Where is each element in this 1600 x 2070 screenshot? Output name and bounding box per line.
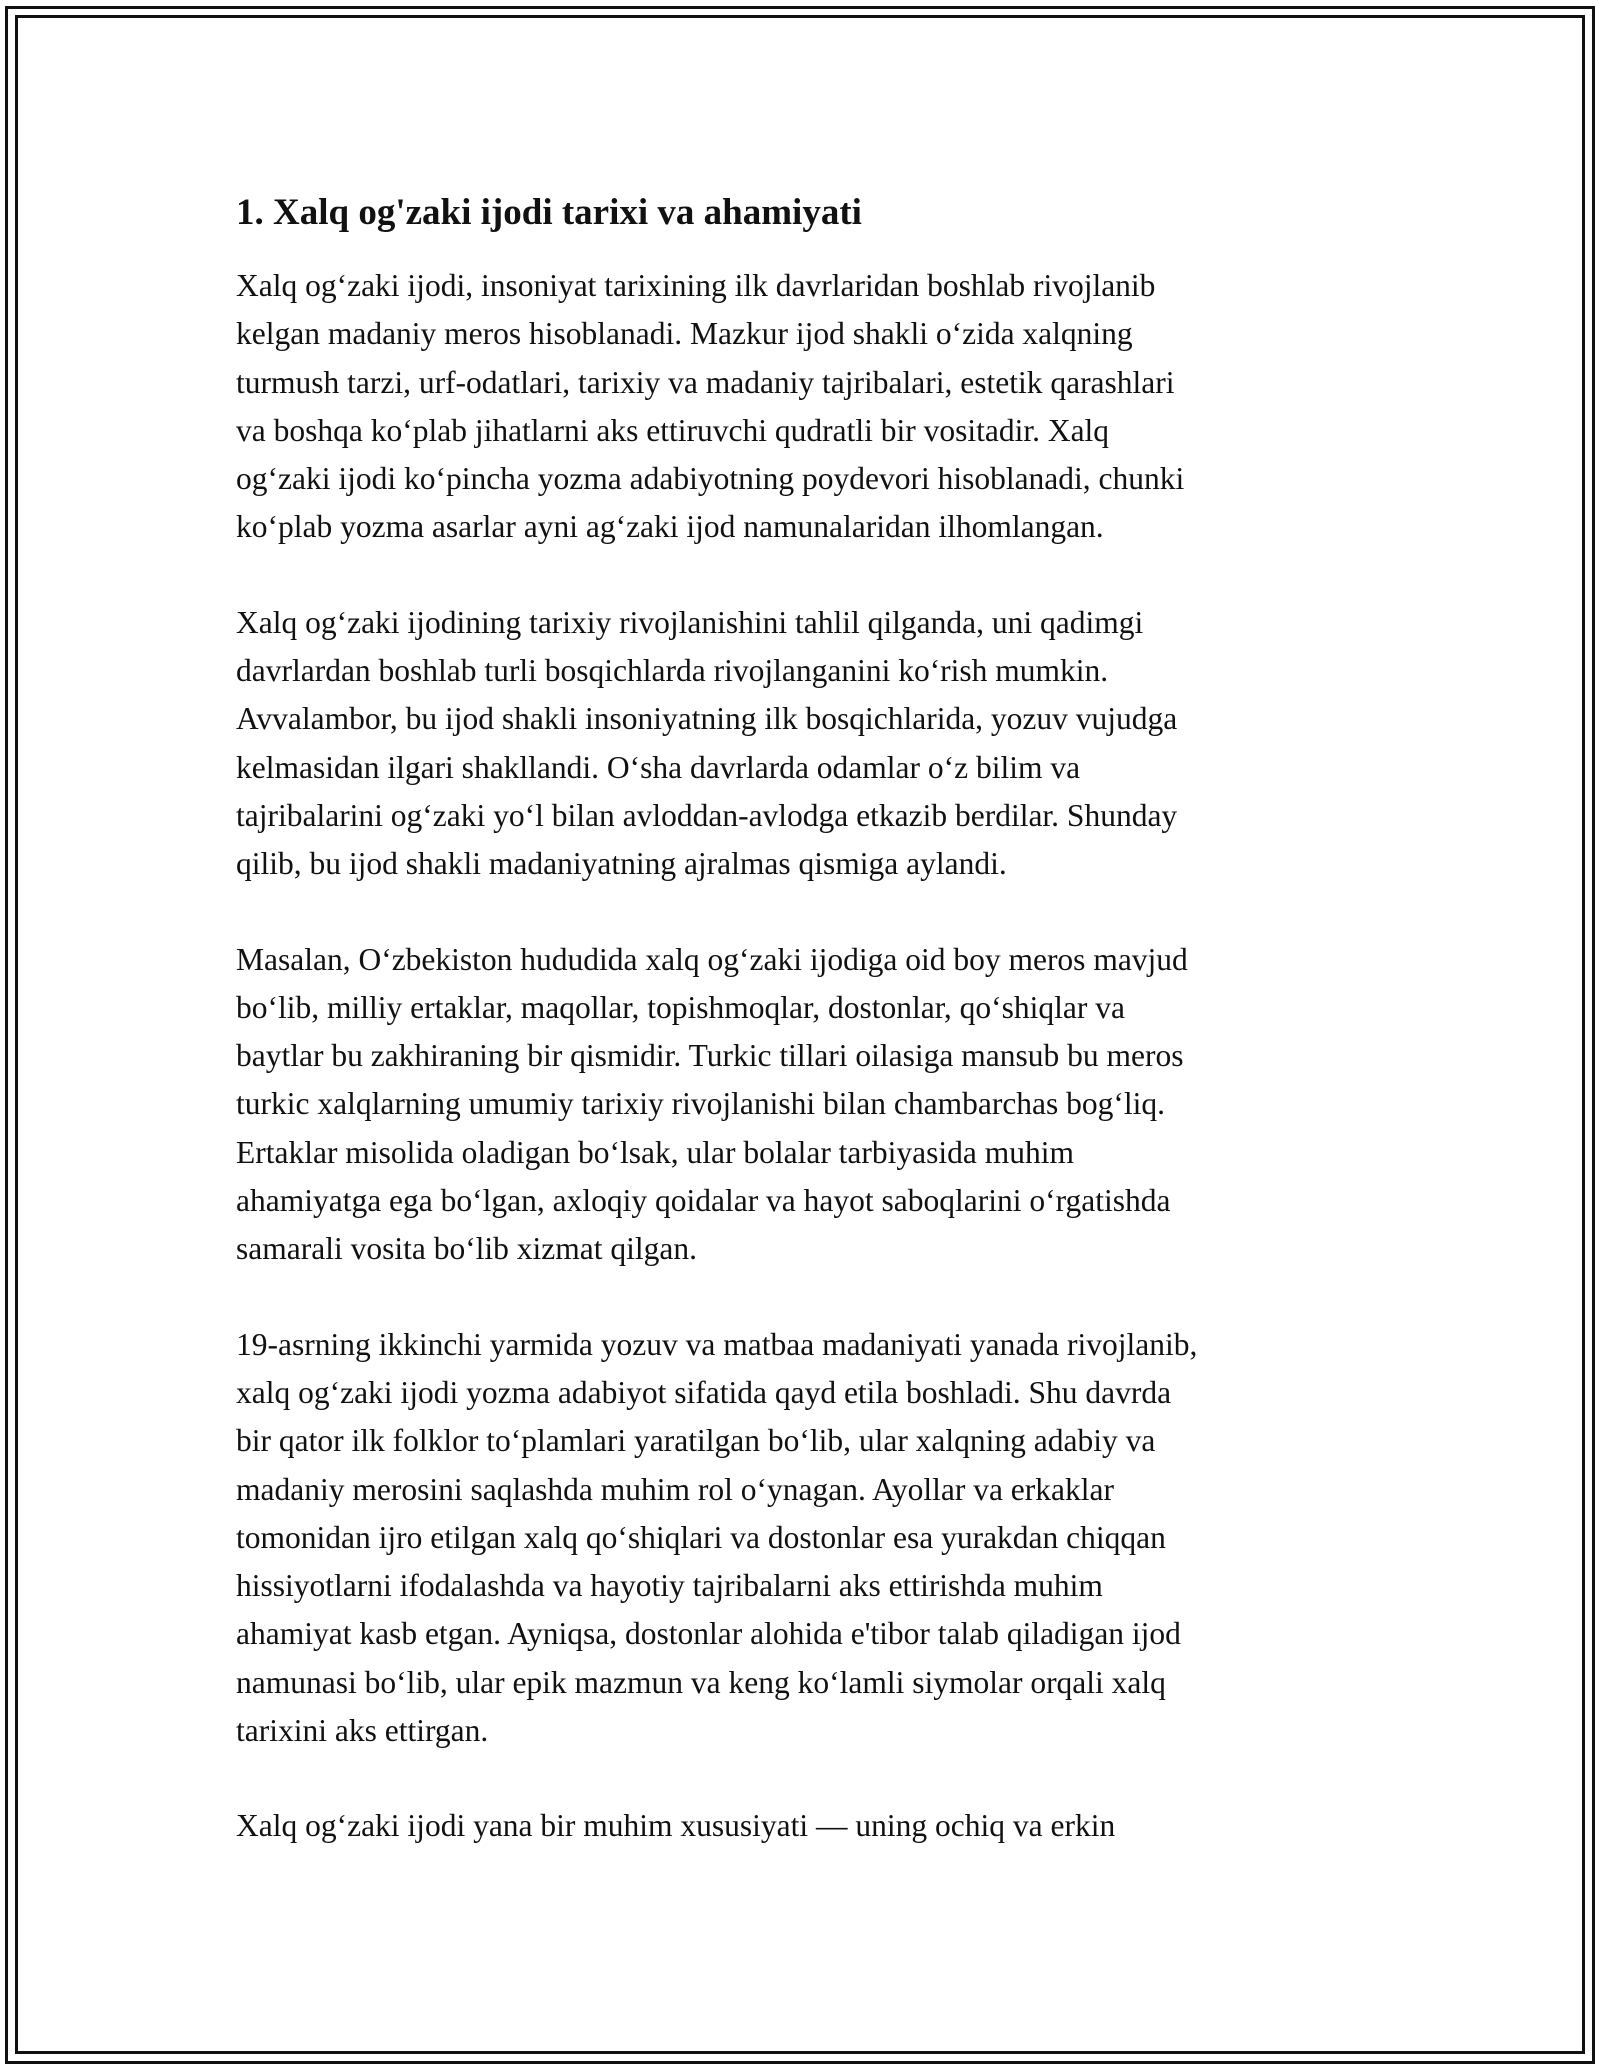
text-line: Xalq og‘zaki ijodi, insoniyat tarixining ilk davrlaridan boshlab rivojlanib (236, 268, 1156, 303)
text-line: turmush tarzi, urf-odatlari, tarixiy va madaniy tajribalari, estetik qarashlari (236, 364, 1175, 400)
text-line: Xalq og‘zaki ijodining tarixiy rivojlanishini tahlil qilganda, uni qadimgi (236, 604, 1144, 640)
text-line: madaniy merosini saqlashda muhim rol o‘ynagan. Ayollar va erkaklar (236, 1471, 1114, 1507)
text-line: baytlar bu zakhiraning bir qismidir. Turkic tillari oilasiga mansub bu meros (236, 1038, 1184, 1074)
text-line: hissiyotlarni ifodalashda va hayotiy tajribalarni aks ettirishda muhim (236, 1568, 1103, 1604)
text-line: va boshqa ko‘plab jihatlarni aks ettiruvchi qudratli bir vositadir. Xalq (236, 412, 1110, 448)
text-line: bir qator ilk folklor to‘plamlari yaratilgan bo‘lib, ular xalqning adabiy va (236, 1423, 1156, 1459)
text-line: turkic xalqlarning umumiy tarixiy rivojlanishi bilan chambarchas bog‘liq. (236, 1086, 1166, 1122)
text-line: tomonidan ijro etilgan xalq qo‘shiqlari va dostonlar esa yurakdan chiqqan (236, 1519, 1166, 1555)
text-line: kelmasidan ilgari shakllandi. O‘sha davrlarda odamlar o‘z bilim va (236, 749, 1081, 785)
section-heading: 1. Xalq og'zaki ijodi tarixi va ahamiyati (236, 192, 862, 233)
text-line: xalq og‘zaki ijodi yozma adabiyot sifatida qayd etila boshladi. Shu davrda (236, 1374, 1172, 1410)
text-line: davrlardan boshlab turli bosqichlarda rivojlanganini ko‘rish mumkin. (236, 653, 1109, 689)
text-line: tajribalarini og‘zaki yo‘l bilan avloddan-avlodga etkazib berdilar. Shunday (236, 797, 1178, 833)
text-line: tarixini aks ettirgan. (236, 1713, 489, 1749)
text-line: namunasi bo‘lib, ular epik mazmun va keng ko‘lamli siymolar orqali xalq (236, 1664, 1166, 1700)
text-line: qilib, bu ijod shakli madaniyatning ajralmas qismiga aylandi. (236, 846, 1007, 882)
text-line: ahamiyatga ega bo‘lgan, axloqiy qoidalar va hayot saboqlarini o‘rgatishda (236, 1183, 1171, 1219)
paragraph-4 (236, 1321, 1366, 1756)
text-line: kelgan madaniy meros hisoblanadi. Mazkur ijod shakli o‘zida xalqning (236, 316, 1133, 352)
text-line: og‘zaki ijodi ko‘pincha yozma adabiyotning poydevori hisoblanadi, chunki (236, 461, 1185, 497)
text-line: ahamiyat kasb etgan. Ayniqsa, dostonlar alohida e'tibor talab qiladigan ijod (236, 1616, 1181, 1652)
document-body (236, 188, 1366, 1898)
text-line: Ertaklar misolida oladigan bo‘lsak, ular bolalar tarbiyasida muhim (236, 1134, 1075, 1170)
text-line: samarali vosita bo‘lib xizmat qilgan. (236, 1231, 698, 1267)
text-line: Masalan, O‘zbekiston hududida xalq og‘zaki ijodiga oid boy meros mavjud (236, 941, 1188, 977)
paragraph-1 (236, 262, 1366, 552)
paragraph-2 (236, 599, 1366, 889)
text-line: 19-asrning ikkinchi yarmida yozuv va matbaa madaniyati yanada rivojlanib, (236, 1326, 1198, 1362)
paragraph-3 (236, 936, 1366, 1274)
text-line: bo‘lib, milliy ertaklar, maqollar, topishmoqlar, dostonlar, qo‘shiqlar va (236, 989, 1126, 1025)
text-line: Avvalambor, bu ijod shakli insoniyatning ilk bosqichlarida, yozuv vujudga (236, 701, 1178, 737)
paragraph-5 (236, 1802, 1366, 1850)
text-line: ko‘plab yozma asarlar ayni ag‘zaki ijod namunalaridan ilhomlangan. (236, 509, 1104, 545)
text-line: Xalq og‘zaki ijodi yana bir muhim xususiyati — uning ochiq va erkin (236, 1808, 1116, 1844)
